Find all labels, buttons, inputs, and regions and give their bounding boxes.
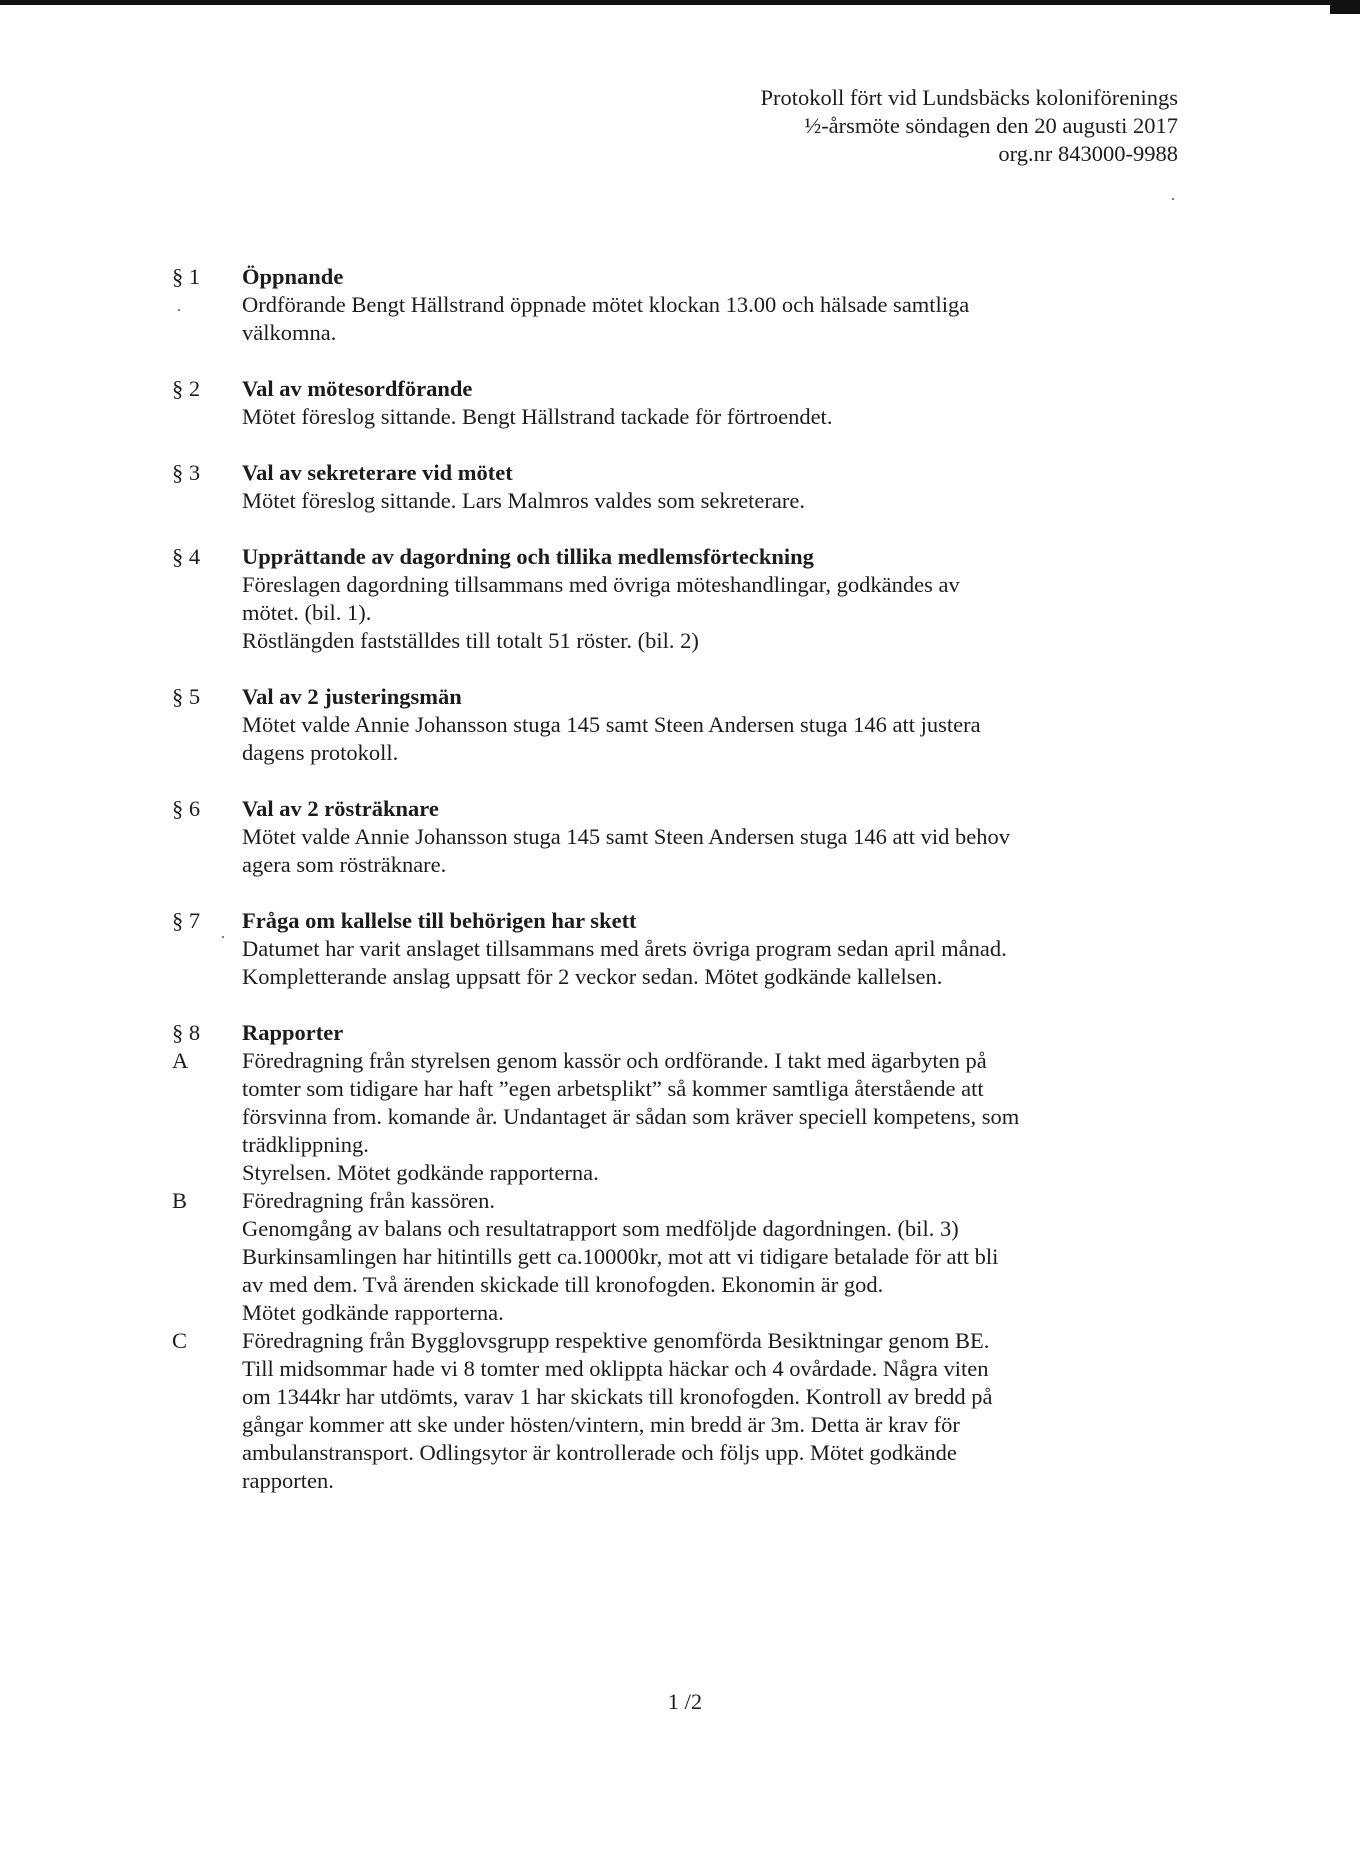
report-text-line: rapporten.	[242, 1468, 334, 1493]
report-letter: C	[172, 1328, 188, 1353]
section-title: Val av mötesordförande	[242, 376, 473, 401]
section-text-line: mötet. (bil. 1).	[242, 600, 372, 625]
section-4	[172, 543, 1182, 655]
report-text-line: om 1344kr har utdömts, varav 1 har skickats till kronofogden. Kontroll av bredd på	[242, 1384, 993, 1409]
section-text-line: Datumet har varit anslaget tillsammans med årets övriga program sedan april månad.	[242, 936, 1007, 961]
section-text-line: Ordförande Bengt Hällstrand öppnade mötet klockan 13.00 och hälsade samtliga	[242, 292, 970, 317]
report-text-line: Genomgång av balans och resultatrapport som medföljde dagordningen. (bil. 3)	[242, 1216, 959, 1241]
report-text-line: Föredragning från Bygglovsgrupp respektive genomförda Besiktningar genom BE.	[242, 1328, 990, 1353]
scan-top-edge	[0, 0, 1360, 5]
section-number: § 7	[172, 908, 201, 933]
page-number: 1 /2	[667, 1689, 703, 1714]
section-text-line: Mötet valde Annie Johansson stuga 145 samt Steen Andersen stuga 146 att justera	[242, 712, 981, 737]
section-text-line: Röstlängden fastställdes till totalt 51 röster. (bil. 2)	[242, 628, 699, 653]
report-text-line: Burkinsamlingen har hitintills gett ca.10000kr, mot att vi tidigare betalade för att bli	[242, 1244, 999, 1269]
header-line-3: org.nr 843000-9988	[998, 141, 1178, 166]
section-title: Rapporter	[242, 1020, 344, 1045]
scan-speck	[1172, 198, 1174, 200]
document-header	[761, 84, 1178, 168]
section-number: § 1	[172, 264, 201, 289]
report-item-a	[172, 1047, 1182, 1187]
report-text-line: gångar kommer att ske under hösten/vintern, min bredd är 3m. Detta är krav för	[242, 1412, 960, 1437]
report-text-line: trädklippning.	[242, 1132, 369, 1157]
section-2	[172, 375, 1182, 431]
report-text-line: tomter som tidigare har haft ”egen arbetsplikt” så kommer samtliga återstående att	[242, 1076, 984, 1101]
section-5	[172, 683, 1182, 767]
report-text-line: Mötet godkände rapporterna.	[242, 1300, 504, 1325]
report-text-line: Styrelsen. Mötet godkände rapporterna.	[242, 1160, 599, 1185]
section-title: Val av 2 justeringsmän	[242, 684, 462, 709]
scan-corner-mark	[1330, 0, 1360, 14]
section-text-line: Mötet valde Annie Johansson stuga 145 samt Steen Andersen stuga 146 att vid behov	[242, 824, 1011, 849]
section-title: Upprättande av dagordning och tillika medlemsförteckning	[242, 544, 814, 569]
section-text-line: Mötet föreslog sittande. Bengt Hällstrand tackade för förtroendet.	[242, 404, 833, 429]
header-line-2: ½-årsmöte söndagen den 20 augusti 2017	[804, 113, 1178, 138]
section-3	[172, 459, 1182, 515]
section-text-line: välkomna.	[242, 320, 337, 345]
section-number: § 2	[172, 376, 201, 401]
section-1	[172, 263, 1182, 347]
section-number: § 5	[172, 684, 201, 709]
report-text-line: försvinna from. komande år. Undantaget är sådan som kräver speciell kompetens, som	[242, 1104, 1020, 1129]
section-title: Val av sekreterare vid mötet	[242, 460, 513, 485]
section-title: Öppnande	[242, 264, 344, 289]
section-number: § 3	[172, 460, 201, 485]
report-text-line: ambulanstransport. Odlingsytor är kontrollerade och följs upp. Mötet godkände	[242, 1440, 957, 1465]
section-text-line: dagens protokoll.	[242, 740, 399, 765]
report-text-line: av med dem. Två ärenden skickade till kronofogden. Ekonomin är god.	[242, 1272, 884, 1297]
report-text-line: Föredragning från kassören.	[242, 1188, 496, 1213]
report-text-line: Föredragning från styrelsen genom kassör och ordförande. I takt med ägarbyten på	[242, 1048, 987, 1073]
report-text-line: Till midsommar hade vi 8 tomter med oklippta häckar och 4 ovårdade. Några viten	[242, 1356, 989, 1381]
section-text-line: Föreslagen dagordning tillsammans med övriga möteshandlingar, godkändes av	[242, 572, 960, 597]
section-title: Fråga om kallelse till behörigen har skett	[242, 908, 637, 933]
section-number: § 6	[172, 796, 201, 821]
section-8	[172, 1019, 1182, 1495]
report-letter: B	[172, 1188, 188, 1213]
header-line-1: Protokoll fört vid Lundsbäcks koloniförenings	[760, 85, 1178, 110]
report-item-b	[172, 1187, 1182, 1327]
minutes-body	[172, 263, 1182, 1495]
section-title: Val av 2 rösträknare	[242, 796, 439, 821]
section-number: § 4	[172, 544, 201, 569]
section-text-line: Kompletterande anslag uppsatt för 2 veckor sedan. Mötet godkände kallelsen.	[242, 964, 943, 989]
report-item-c	[172, 1327, 1182, 1495]
section-number: § 8	[172, 1020, 201, 1045]
section-6	[172, 795, 1182, 879]
report-letter: A	[172, 1048, 189, 1073]
section-7	[172, 907, 1182, 991]
section-text-line: agera som rösträknare.	[242, 852, 447, 877]
section-text-line: Mötet föreslog sittande. Lars Malmros valdes som sekreterare.	[242, 488, 805, 513]
